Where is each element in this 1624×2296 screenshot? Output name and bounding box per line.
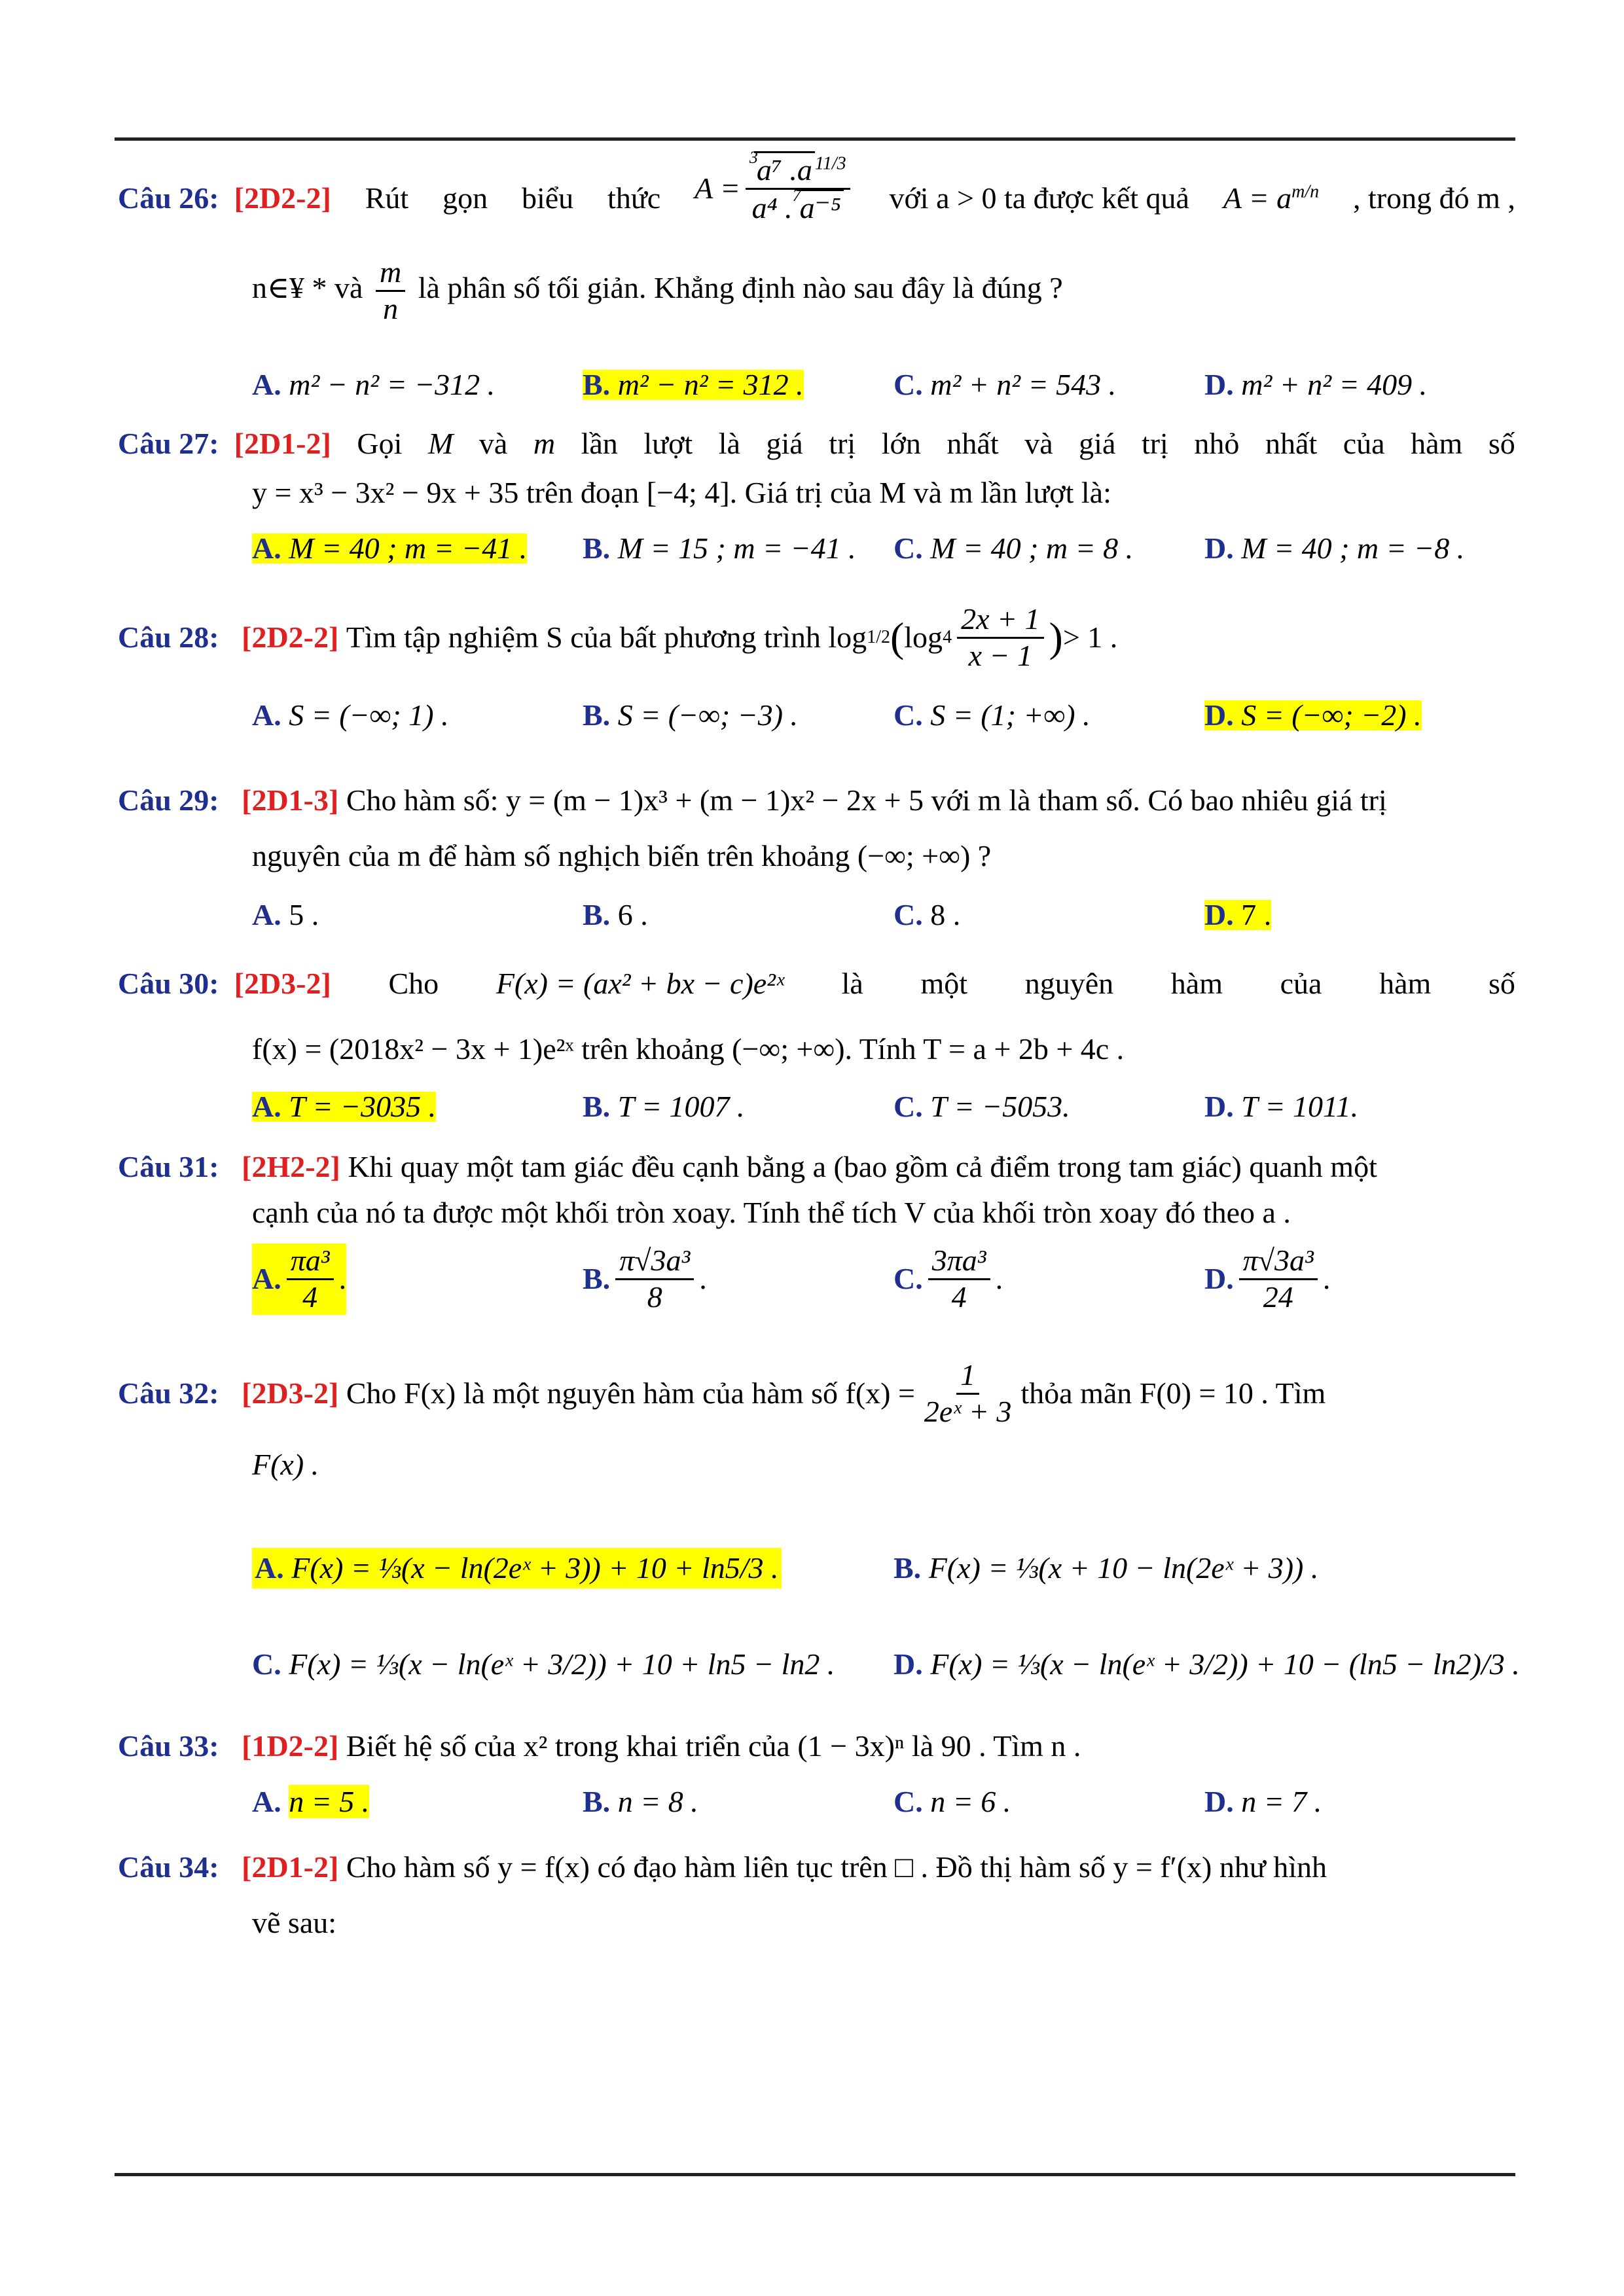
option-letter: B. [583, 1785, 611, 1818]
expression-A: A = $\frac{^3a^7 .a ^{11/3}}{a^4 .^7a^{-5}}$ [695, 152, 856, 226]
word: số [1489, 967, 1515, 1000]
word: Rút [365, 181, 409, 215]
option-b[interactable] [583, 1787, 698, 1817]
word: F(x) = (ax² + bx − c)e²ˣ [496, 967, 784, 1000]
expr-num: a⁷ .a [754, 151, 815, 187]
option-a-correct[interactable] [252, 533, 527, 564]
word: hàm [1379, 967, 1432, 1000]
option-b[interactable]: B. $\frac{\text{π√3a³}}{8}$ . [583, 1244, 707, 1314]
option-text: 8 . [930, 898, 961, 931]
option-letter: C. [893, 531, 923, 565]
frac-num: 2x + 1 [957, 602, 1043, 639]
word: lớn [881, 427, 921, 460]
option-text: 5 . [289, 898, 319, 931]
option-letter: C. [893, 1090, 923, 1123]
text: > 1 . [1062, 620, 1118, 655]
option-letter: C. [893, 698, 923, 732]
option-d-correct[interactable] [1204, 900, 1271, 930]
question-tag: [2D1-2] [242, 1850, 339, 1884]
option-d-correct[interactable] [1204, 700, 1422, 730]
option-num: π√3a³ [615, 1244, 694, 1280]
option-letter: C. [893, 1785, 923, 1818]
option-letter: A. [252, 698, 281, 732]
option-den: 4 [951, 1280, 967, 1314]
word: hàm [1411, 427, 1463, 460]
question-26-line-2 [252, 255, 1063, 327]
option-c[interactable] [893, 700, 1091, 730]
option-a[interactable] [252, 370, 495, 400]
option-text: S = (1; +∞) . [930, 698, 1091, 732]
option-text: n = 6 . [930, 1785, 1011, 1818]
option-a-correct[interactable]: A. $\frac{\text{πa³}}{4}$ . [252, 1244, 347, 1314]
text: n∈¥ * và [252, 270, 363, 304]
option-b[interactable] [583, 533, 856, 564]
option-letter: D. [1204, 1090, 1234, 1123]
frac-den: 2eˣ + 3 [924, 1394, 1012, 1428]
question-tag: [2D2-2] [234, 181, 331, 215]
question-30-line-1 [118, 969, 1515, 999]
question-number: Câu 30: [118, 967, 219, 1000]
option-text: 6 . [617, 898, 648, 931]
question-30-line-2: f(x) = (2018x² − 3x + 1)e²ˣ trên khoảng (−∞; +∞). Tính T = a + 2b + 4c . [252, 1032, 1125, 1066]
option-text: T = 1007 . [617, 1090, 745, 1123]
expr-den: a⁴ . [751, 190, 793, 224]
word: là [841, 967, 863, 1000]
option-letter: A. [252, 1785, 281, 1818]
top-rule [115, 137, 1515, 141]
option-letter: B. [583, 531, 611, 565]
option-text: F(x) = ⅓(x + 10 − ln(2eˣ + 3)) . [928, 1551, 1319, 1585]
option-letter: C. [893, 368, 923, 401]
question-32-line-1 [118, 1358, 1326, 1429]
word: m [533, 427, 556, 460]
word: số [1488, 427, 1515, 460]
text: thỏa mãn F(0) = 10 . Tìm [1020, 1376, 1326, 1410]
option-d[interactable] [1204, 533, 1464, 564]
option-b[interactable] [583, 1092, 744, 1122]
option-letter: D. [1204, 531, 1234, 565]
word: lượt [643, 427, 693, 460]
question-number: Câu 27: [118, 427, 219, 460]
option-b[interactable] [583, 900, 648, 930]
result-exp: m/n [1291, 181, 1320, 202]
option-text: S = (−∞; −3) . [617, 698, 799, 732]
option-den: 8 [647, 1280, 662, 1314]
option-c[interactable] [893, 1787, 1011, 1817]
option-letter: C. [252, 1647, 281, 1681]
option-d[interactable]: D. $\frac{\text{π√3a³}}{24}$ . [1204, 1244, 1331, 1314]
option-letter: B. [893, 1551, 922, 1585]
option-text: F(x) = ⅓(x − ln(2eˣ + 3)) + 10 + ln5/3 . [291, 1551, 779, 1585]
question-number: Câu 26: [118, 181, 219, 215]
option-letter: D. [1204, 1262, 1234, 1296]
text: , trong đó m , [1353, 181, 1515, 215]
word: của [1343, 427, 1385, 460]
option-text: m² − n² = −312 . [289, 368, 496, 401]
text: Cho hàm số y = f(x) có đạo hàm liên tục trên □ . Đồ thị hàm số y = f′(x) như hình [346, 1850, 1327, 1884]
question-tag: [2D3-2] [242, 1376, 339, 1410]
question-number: Câu 29: [118, 783, 219, 817]
option-text: n = 7 . [1241, 1785, 1322, 1818]
question-tag: [1D2-2] [242, 1729, 339, 1763]
option-b[interactable] [893, 1553, 1318, 1583]
option-c[interactable] [893, 533, 1133, 564]
option-text: F(x) = ⅓(x − ln(eˣ + 3/2)) + 10 − (ln5 − ln2)/3 . [930, 1647, 1520, 1681]
word: M [427, 427, 454, 460]
word: của [1280, 967, 1322, 1000]
option-d[interactable] [1204, 1092, 1358, 1122]
option-letter: A. [255, 1551, 284, 1585]
question-tag: [2D1-3] [242, 783, 339, 817]
word: gọn [442, 181, 488, 215]
word: hàm [1170, 967, 1223, 1000]
word: là [718, 427, 740, 460]
text: Khi quay một tam giác đều cạnh bằng a (bao gồm cả điểm trong tam giác) quanh một [348, 1150, 1377, 1183]
option-c[interactable] [252, 1649, 835, 1679]
option-letter: C. [893, 1262, 923, 1296]
option-text: F(x) = ⅓(x − ln(eˣ + 3/2)) + 10 + ln5 − ln2 . [289, 1647, 835, 1681]
word: thức [607, 181, 661, 215]
option-letter: B. [583, 1090, 611, 1123]
question-28-line-1: Câu 28: [2D2-2] Tìm tập nghiệm S của bất phương trình log 1/2 ( log 4 $\frac{2x + 1}{x - 1}$ ) > 1 . [118, 602, 1118, 672]
option-text: M = 40 ; m = 8 . [930, 531, 1134, 565]
frac-den: x − 1 [968, 638, 1033, 672]
word: và [1024, 427, 1053, 460]
question-number: Câu 32: [118, 1376, 219, 1410]
option-letter: A. [252, 368, 281, 401]
option-letter: A. [252, 531, 281, 565]
option-letter: A. [252, 898, 281, 931]
question-tag: [2D2-2] [242, 620, 339, 655]
option-text: m² − n² = 312 . [617, 368, 804, 401]
option-den: 24 [1263, 1280, 1293, 1314]
word: nhất [1265, 427, 1318, 460]
question-tag: [2D1-2] [234, 427, 331, 460]
word: Gọi [357, 427, 403, 460]
question-31-line-2: cạnh của nó ta được một khối tròn xoay. Tính thể tích V của khối tròn xoay đó theo a . [252, 1196, 1291, 1229]
bottom-rule [115, 2173, 1515, 2176]
question-tag: [2H2-2] [242, 1150, 340, 1183]
result: A = a [1223, 181, 1292, 215]
frac-den: n [383, 291, 399, 325]
option-letter: C. [893, 898, 923, 931]
expr-den-root: a⁻⁵ [797, 189, 844, 224]
word: nhỏ [1194, 427, 1240, 460]
frac-num: m [376, 255, 405, 292]
expr-num-exp: 11/3 [814, 153, 846, 174]
option-a-correct[interactable] [252, 1787, 369, 1817]
option-c[interactable] [893, 900, 960, 930]
option-text: M = 15 ; m = −41 . [617, 531, 856, 565]
option-letter: D. [1204, 1785, 1234, 1818]
option-text: n = 5 . [289, 1785, 370, 1818]
question-29-line-2: nguyên của m để hàm số nghịch biến trên khoảng (−∞; +∞) ? [252, 839, 992, 872]
question-number: Câu 31: [118, 1150, 219, 1183]
option-letter: B. [583, 368, 611, 401]
option-letter: A. [252, 1090, 281, 1123]
option-text: 7 . [1241, 898, 1272, 931]
option-letter: B. [583, 898, 611, 931]
option-b-correct[interactable] [583, 370, 804, 400]
option-den: 4 [302, 1280, 318, 1314]
option-text: m² + n² = 543 . [930, 368, 1117, 401]
question-34-line-1 [118, 1852, 1327, 1882]
word: giá [1079, 427, 1116, 460]
frac-num: 1 [956, 1358, 979, 1395]
text: Cho F(x) là một nguyên hàm của hàm số f(x) = [346, 1376, 915, 1410]
option-d[interactable] [893, 1649, 1520, 1679]
option-text: T = 1011. [1241, 1090, 1359, 1123]
word: và [478, 427, 508, 460]
option-letter: D. [1204, 898, 1234, 931]
question-31-line-1 [118, 1152, 1377, 1182]
option-letter: D. [893, 1647, 923, 1681]
option-text: M = 40 ; m = −8 . [1241, 531, 1465, 565]
option-text: S = (−∞; −2) . [1241, 698, 1422, 732]
word: trị [829, 427, 856, 460]
word: biểu [521, 181, 574, 215]
option-letter: B. [583, 698, 611, 732]
option-a-correct[interactable] [252, 1092, 436, 1122]
word: nhất [947, 427, 999, 460]
log-inner: log [904, 620, 943, 655]
option-num: π√3a³ [1239, 1244, 1318, 1280]
option-text: T = −3035 . [289, 1090, 437, 1123]
expr-lhs: A = [695, 171, 740, 206]
option-a-correct[interactable] [252, 1548, 782, 1588]
question-27-line-1 [118, 429, 1515, 459]
option-letter: D. [1204, 368, 1234, 401]
option-text: M = 40 ; m = −41 . [289, 531, 528, 565]
text: Biết hệ số của x² trong khai triển của (1 − 3x)ⁿ là 90 . Tìm n . [346, 1729, 1081, 1763]
question-tag: [2D3-2] [234, 967, 331, 1000]
question-27-line-2: y = x³ − 3x² − 9x + 35 trên đoạn [−4; 4]. Giá trị của M và m lần lượt là: [252, 476, 1111, 509]
option-letter: B. [583, 1262, 611, 1296]
word: lần [581, 427, 618, 460]
text: Cho hàm số: y = (m − 1)x³ + (m − 1)x² − 2x + 5 với m là tham số. Có bao nhiêu giá trị [346, 783, 1387, 817]
word: giá [766, 427, 803, 460]
word: Cho [388, 967, 439, 1000]
option-letter: D. [1204, 698, 1234, 732]
option-letter: A. [252, 1262, 281, 1296]
question-number: Câu 28: [118, 620, 219, 655]
log-outer: log [828, 620, 867, 655]
option-a[interactable] [252, 900, 319, 930]
option-text: m² + n² = 409 . [1241, 368, 1428, 401]
option-num: πa³ [287, 1244, 334, 1280]
option-c[interactable]: C. $\frac{\text{3πa³}}{4}$ . [893, 1244, 1003, 1314]
word: nguyên [1024, 967, 1114, 1000]
question-number: Câu 34: [118, 1850, 219, 1884]
option-num: 3πa³ [928, 1244, 990, 1280]
option-text: S = (−∞; 1) . [289, 698, 449, 732]
option-text: n = 8 . [617, 1785, 698, 1818]
question-29-line-1 [118, 785, 1387, 816]
question-34-line-2: vẽ sau: [252, 1906, 337, 1939]
question-33-line-1 [118, 1731, 1081, 1761]
question-26-line-1 [118, 148, 1515, 257]
word: một [920, 967, 968, 1000]
text: Tìm tập nghiệm S của bất phương trình [346, 620, 821, 655]
option-c[interactable] [893, 1092, 1070, 1122]
text: là phân số tối giản. Khẳng định nào sau đây là đúng ? [418, 270, 1063, 304]
option-c[interactable] [893, 370, 1116, 400]
question-number: Câu 33: [118, 1729, 219, 1763]
question-32-line-2: F(x) . [252, 1448, 319, 1481]
option-a[interactable] [252, 700, 449, 730]
option-d[interactable] [1204, 1787, 1322, 1817]
word: trị [1141, 427, 1168, 460]
text: với a > 0 ta được kết quả [889, 181, 1189, 215]
option-b[interactable] [583, 700, 798, 730]
option-text: T = −5053. [930, 1090, 1070, 1123]
option-d[interactable] [1204, 370, 1427, 400]
